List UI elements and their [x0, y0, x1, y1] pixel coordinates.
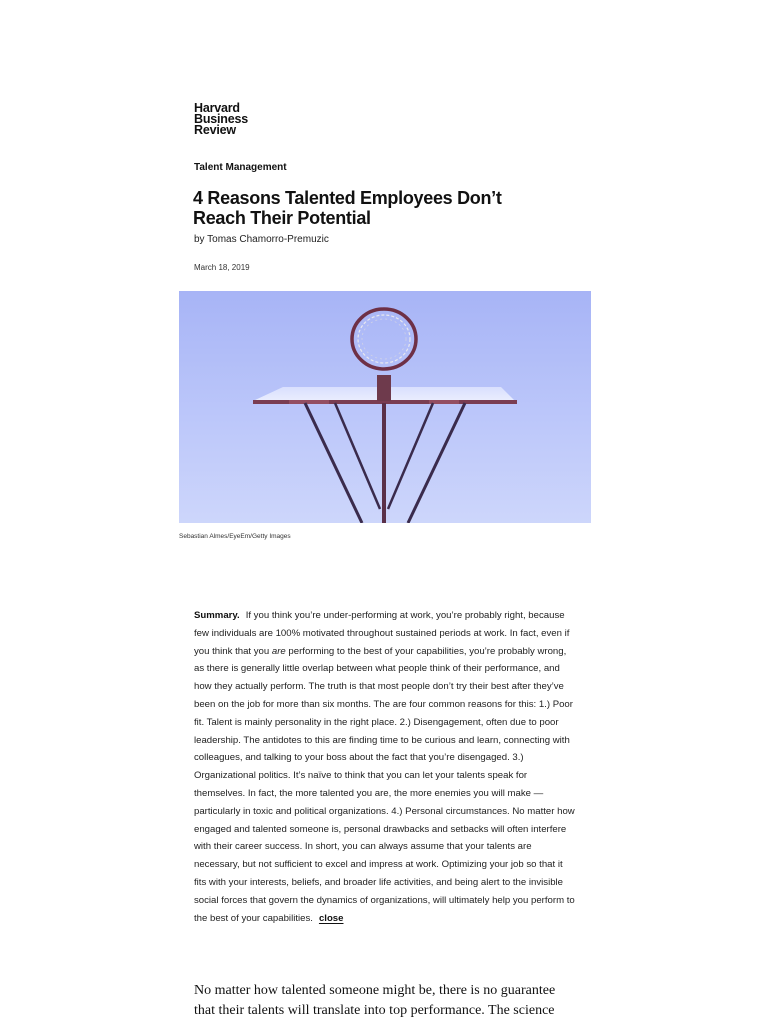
summary-text-part-2: performing to the best of your capabilities, you’re probably wrong, as there is generally little overlap between what people think of their performance, and how they actually perform. The truth is that most people don’t try their best after they’ve been on the job for more than six months. The are four common reasons for this: 1.) Poor fit. Talent is mainly personality in the right place. 2.) Disengagement, often due to poor leadership. The antidotes to this are finding time to be curious and learn, connecting with colleagues, and talking to your boss about the fact that you’re disengaged. 3.) Organizational politics. It’s naïve to think that you can let your talents speak for themselves. In fact, the more talented you are, the more enemies you will make — particularly in toxic and political organizations. 4.) Personal circumstances. No matter how engaged and talented someone is, personal drawbacks and setbacks will often interfere with their career success. In short, you can always assume that your talents are necessary, but not sufficient to excel and impress at work. Optimizing your job so that it fits with your interests, beliefs, and broader life activities, and being alert to the invisible social forces that govern the dynamics of organizations, will ultimately help you perform to the best of your capabilities. [194, 645, 575, 924]
hero-rim-bracket [377, 375, 391, 401]
article-body-paragraph: No matter how talented someone might be, there is no guarantee that their talents will translate into top performance. The science [194, 983, 556, 1018]
image-caption: Sebastian Almes/EyeEm/Getty Images [179, 533, 291, 540]
article-date: March 18, 2019 [194, 263, 250, 272]
hbr-logo[interactable] [194, 103, 248, 136]
summary-text-part-1: If you think you’re under-performing at work, you’re probably right, because few individuals are 100% motivated throughout sustained periods at work. In fact, even if you think that you [194, 610, 570, 657]
article-summary [194, 607, 576, 927]
logo-line-1: Harvard [194, 101, 240, 115]
summary-text-emphasis: are [271, 645, 286, 657]
summary-label: Summary. [194, 610, 240, 621]
hero-image [179, 291, 591, 523]
logo-line-3: Review [194, 123, 236, 137]
article-title: 4 Reasons Talented Employees Don’t Reach Their Potential [193, 188, 502, 228]
article-byline: by Tomas Chamorro-Premuzic [194, 234, 329, 245]
article-category[interactable]: Talent Management [194, 162, 287, 173]
logo-line-2: Business [194, 112, 248, 126]
summary-close-link[interactable]: close [318, 912, 344, 924]
